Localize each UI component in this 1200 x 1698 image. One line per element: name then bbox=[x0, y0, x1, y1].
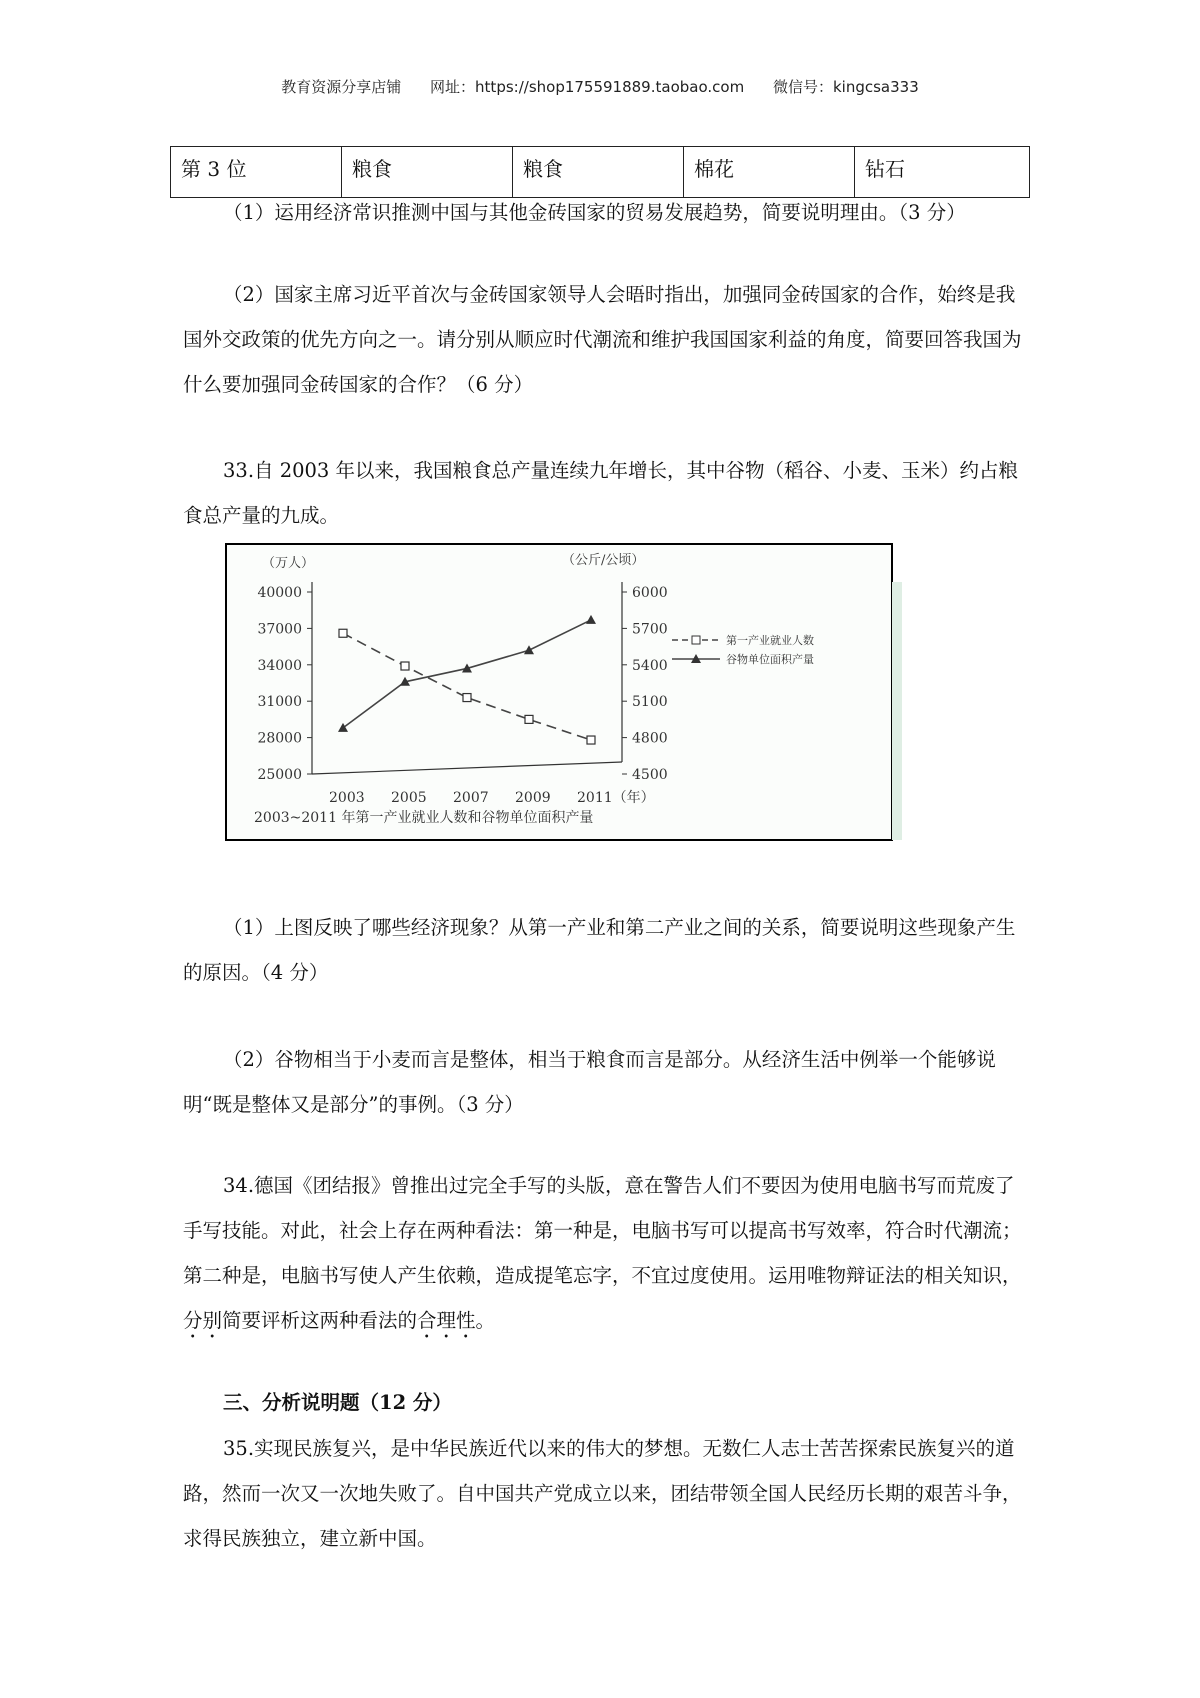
left-axis-unit: （万人） bbox=[262, 556, 315, 571]
table-cell: 第 3 位 bbox=[171, 147, 342, 198]
q34-text-before: 34.德国《团结报》曾推出过完全手写的头版，意在警告人们不要因为使用电脑书写而荒废了手写技能。对此，社会上存在两种看法：第一种是，电脑书写可以提高书写效率，符合时代潮流；第二种是，电脑书写使人产生依赖，造成提笔忘字，不宜过度使用。运用唯物辩证法的相关知识， bbox=[183, 1174, 1022, 1287]
left-tick-label: 25000 bbox=[257, 767, 302, 783]
q34-text-end: 。 bbox=[475, 1309, 496, 1332]
left-tick-label: 31000 bbox=[257, 694, 302, 711]
data-point-square bbox=[339, 629, 347, 637]
chart-caption: 2003~2011 年第一产业就业人数和谷物单位面积产量 bbox=[254, 810, 594, 826]
q33-part1: （1）上图反映了哪些经济现象？从第一产业和第二产业之间的关系，简要说明这些现象产生的原因。（4 分） bbox=[183, 916, 1016, 984]
page-header bbox=[0, 76, 1200, 97]
right-tick-label: 4500 bbox=[632, 767, 668, 783]
q34-emphasis-2: 合理性 bbox=[417, 1309, 476, 1332]
legend-marker-square bbox=[692, 636, 700, 644]
data-point-square bbox=[525, 715, 533, 723]
q34-text bbox=[183, 1163, 1028, 1343]
table-cell: 棉花 bbox=[684, 147, 855, 198]
shop-name: 教育资源分享店铺 bbox=[281, 78, 402, 96]
chart-employment-yield bbox=[224, 542, 904, 852]
q34-text-mid: 简要评析这两种看法的 bbox=[222, 1309, 418, 1332]
q33-intro: 33.自 2003 年以来，我国粮食总产量连续九年增长，其中谷物（稻谷、小麦、玉米）约占粮食总产量的九成。 bbox=[183, 459, 1019, 527]
right-tick-label: 5700 bbox=[632, 621, 668, 638]
right-tick-label: 6000 bbox=[632, 585, 668, 601]
data-point-square bbox=[401, 662, 409, 670]
table-cell: 钻石 bbox=[855, 147, 1030, 198]
chart-frame bbox=[226, 544, 892, 840]
data-point-square bbox=[587, 736, 595, 744]
x-tick-label: 2005 bbox=[391, 790, 427, 806]
right-tick-label: 5100 bbox=[632, 694, 668, 711]
x-tick-label: 2009 bbox=[515, 790, 551, 806]
data-point-square bbox=[463, 694, 471, 702]
q32-part2: （2）国家主席习近平首次与金砖国家领导人会晤时指出，加强同金砖国家的合作，始终是我国外交政策的优先方向之一。请分别从顺应时代潮流和维护我国国家利益的角度，简要回答我国为什么要加强同金砖国家的合作？（6 分） bbox=[183, 283, 1022, 396]
x-tick-label: 2011（年） bbox=[577, 790, 655, 806]
left-tick-label: 40000 bbox=[257, 585, 302, 601]
x-tick-label: 2007 bbox=[453, 790, 489, 806]
x-tick-label: 2003 bbox=[329, 790, 365, 806]
chart-shadow bbox=[892, 582, 902, 840]
table-cell: 粮食 bbox=[513, 147, 684, 198]
left-tick-label: 34000 bbox=[257, 657, 302, 674]
right-tick-label: 5400 bbox=[632, 657, 668, 674]
section-heading: 三、分析说明题（12 分） bbox=[223, 1391, 452, 1414]
shop-website: 网址：https://shop175591889.taobao.com bbox=[430, 78, 745, 96]
q34-emphasis-1: 分别 bbox=[183, 1309, 223, 1332]
right-tick-label: 4800 bbox=[632, 730, 668, 747]
right-axis-unit: （公斤/公顷） bbox=[562, 553, 645, 568]
q35-text: 35.实现民族复兴，是中华民族近代以来的伟大的梦想。无数仁人志士苦苦探索民族复兴的道路，然而一次又一次地失败了。自中国共产党成立以来，团结带领全国人民经历长期的艰苦斗争，求得民族独立，建立新中国。 bbox=[183, 1437, 1022, 1550]
q33-part2: （2）谷物相当于小麦而言是整体，相当于粮食而言是部分。从经济生活中例举一个能够说明“既是整体又是部分”的事例。（3 分） bbox=[183, 1048, 996, 1116]
wechat-id: 微信号：kingcsa333 bbox=[772, 78, 919, 96]
table-cell: 粮食 bbox=[342, 147, 513, 198]
left-tick-label: 37000 bbox=[257, 621, 302, 638]
q32-part1: （1）运用经济常识推测中国与其他金砖国家的贸易发展趋势，简要说明理由。（3 分） bbox=[223, 201, 966, 224]
left-tick-label: 28000 bbox=[257, 730, 302, 747]
legend-label-2: 谷物单位面积产量 bbox=[726, 653, 814, 666]
legend-label-1: 第一产业就业人数 bbox=[726, 634, 814, 647]
